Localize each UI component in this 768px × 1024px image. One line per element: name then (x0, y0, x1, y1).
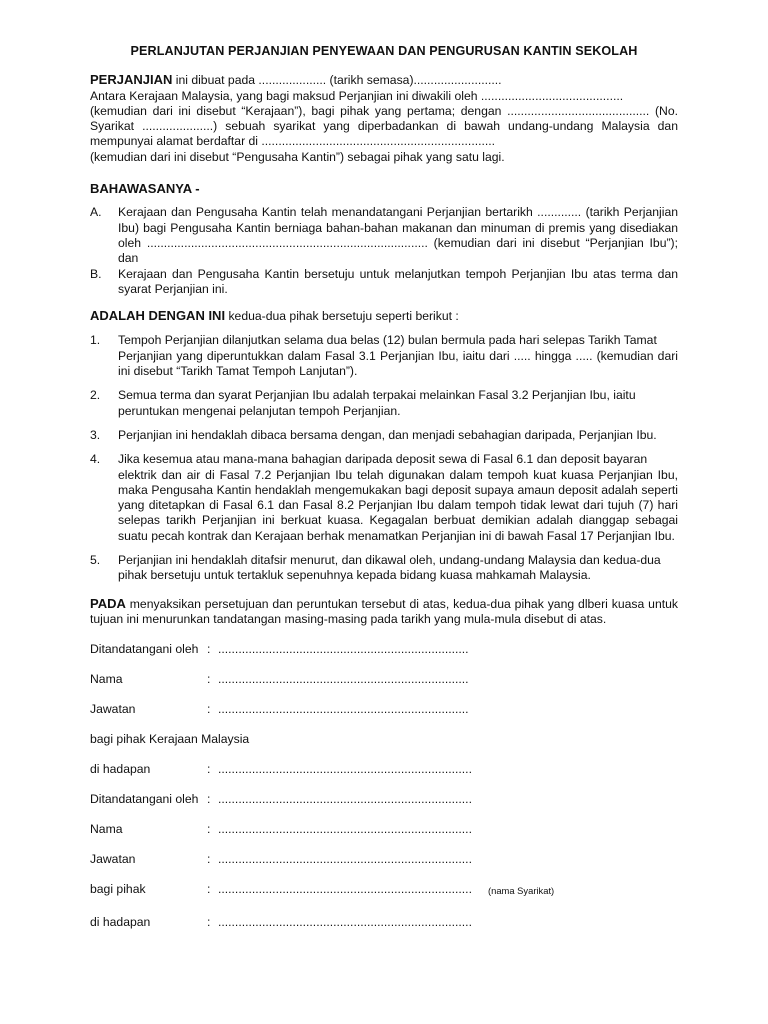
recital-b (90, 267, 678, 298)
pada-text: menyaksikan persetujuan dan peruntukan tersebut di atas, kedua-dua pihak yang dlberi kuasa untuk tujuan ini menurunkan tandatangan masing-masing pada tarikh yang mula-mula disebut di atas. (90, 596, 678, 626)
signature-line: ........................................................................... (218, 762, 472, 777)
agreement-document (90, 44, 678, 930)
recital-text: Kerajaan dan Pengusaha Kantin bersetuju untuk melanjutkan tempoh Perjanjian Ibu atas terma dan syarat Perjanjian ini. (118, 266, 678, 296)
signature-line: .......................................................................... (218, 672, 469, 687)
recital-marker: B. (90, 266, 102, 281)
intro-line-3: (kemudian dari ini disebut “Kerajaan”), bagi pihak yang pertama; dengan .......................................... (No. Syarikat .....................) sebuah syarikat yang diperbadankan di bawah undang-undang Malaysia dan mempunyai alamat berdaftar di ..................................................................... (90, 103, 678, 149)
recital-a (90, 205, 678, 266)
company-name-note: (nama Syarikat) (488, 885, 555, 897)
clause-2 (90, 388, 678, 419)
clause-first-line: Perjanjian ini hendaklah dibaca bersama dengan, dan menjadi sebahagian daripada, Perjanjian Ibu. (118, 427, 657, 442)
clause-continuation: Perjanjian yang diperuntukkan dalam Fasal 3.1 Perjanjian Ibu, iaitu dari ..... hingga ..... (kemudian dari ini disebut “Tarikh Tamat Tempoh Lanjutan”). (118, 348, 678, 379)
clause-1 (90, 333, 678, 379)
intro-lead: PERJANJIAN (90, 72, 173, 88)
signature-colon: : (207, 915, 211, 930)
signature-line: ........................................................................... (218, 822, 472, 837)
clause-first-line: Perjanjian ini hendaklah ditafsir menurut, dan dikawal oleh, undang-undang Malaysia dan kedua-dua (118, 553, 661, 568)
signature-row (90, 702, 678, 717)
signature-label: Ditandatangani oleh (90, 642, 199, 657)
clause-number: 4. (90, 452, 101, 467)
clause-number: 3. (90, 427, 101, 442)
clause-first-line: Jika kesemua atau mana-mana bahagian daripada deposit sewa di Fasal 6.1 dan deposit bayaran (118, 452, 648, 467)
recital-marker: A. (90, 205, 102, 220)
adalah-section (90, 308, 678, 324)
clause-4 (90, 452, 678, 544)
signature-label: Ditandatangani oleh (90, 792, 199, 807)
bahawasanya-section (90, 181, 678, 297)
clause-first-line: Semua terma dan syarat Perjanjian Ibu adalah terpakai melainkan Fasal 3.2 Perjanjian Ibu, iaitu (118, 388, 636, 403)
clause-3 (90, 428, 678, 443)
signature-label: Jawatan (90, 852, 136, 867)
clause-continuation: elektrik dan air di Fasal 7.2 Perjanjian Ibu telah digunakan dalam tempoh kuat kuasa Perjanjian Ibu, maka Pengusaha Kantin hendaklah mengemukakan bagi deposit supaya amaun deposit adalah seperti yang ditetapkan di Fasal 6.1 dan Fasal 8.2 Perjanjian Ibu dalam tempoh tidak lewat dari tujuh (7) hari selepas tarikh Perjanjian ini berkuat kuasa. Kegagalan berbuat demikian adalah dianggap sebagai suatu pecah kontrak dan Kerajaan berhak menamatkan Perjanjian ini di bawah Fasal 17 Perjanjian Ibu. (118, 467, 678, 543)
signature-label: Nama (90, 672, 123, 687)
signature-row (90, 915, 678, 930)
signature-row (90, 672, 678, 687)
document-title: PERLANJUTAN PERJANJIAN PENYEWAAN DAN PENGURUSAN KANTIN SEKOLAH (130, 44, 638, 58)
clause-number: 5. (90, 553, 101, 568)
signature-label: Jawatan (90, 702, 136, 717)
signature-colon: : (207, 882, 211, 897)
signature-colon: : (207, 792, 211, 807)
bahawasanya-lead: BAHAWASANYA - (90, 181, 200, 197)
intro-paragraph (90, 72, 678, 165)
signature-row (90, 792, 678, 807)
signature-row (90, 762, 678, 777)
signature-row (90, 882, 678, 897)
signature-label: di hadapan (90, 762, 151, 777)
bagi-pihak-kerajaan (90, 732, 678, 747)
pada-section (90, 596, 678, 628)
signature-label: Nama (90, 822, 123, 837)
adalah-text: kedua-dua pihak bersetuju seperti berikut : (225, 309, 459, 324)
signature-colon: : (207, 702, 211, 717)
intro-line-4: (kemudian dari ini disebut “Pengusaha Kantin”) sebagai pihak yang satu lagi. (90, 149, 505, 164)
signature-label: bagi pihak (90, 882, 146, 897)
signature-label: di hadapan (90, 915, 151, 930)
signature-line: .......................................................................... (218, 702, 469, 717)
clause-first-line: Tempoh Perjanjian dilanjutkan selama dua belas (12) bulan bermula pada hari selepas Tarikh Tamat (118, 333, 657, 348)
signature-colon: : (207, 852, 211, 867)
intro-line-2: Antara Kerajaan Malaysia, yang bagi maksud Perjanjian ini diwakili oleh .......................................... (90, 88, 624, 103)
signature-colon: : (207, 642, 211, 657)
signature-row (90, 642, 678, 657)
signature-block (90, 642, 678, 930)
clause-continuation: pihak bersetuju untuk tertakluk sepenuhnya kepada bidang kuasa mahkamah Malaysia. (118, 568, 591, 583)
signature-colon: : (207, 822, 211, 837)
signature-row (90, 852, 678, 867)
signature-line: .......................................................................... (218, 642, 469, 657)
signature-colon: : (207, 762, 211, 777)
clause-5 (90, 553, 678, 584)
clauses-list (90, 333, 678, 583)
clause-number: 2. (90, 388, 101, 403)
adalah-lead: ADALAH DENGAN INI (90, 308, 226, 324)
signature-line: ........................................................................... (218, 852, 472, 867)
clause-number: 1. (90, 333, 101, 348)
recital-text: Kerajaan dan Pengusaha Kantin telah menandatangani Perjanjian bertarikh ............. (tarikh Perjanjian Ibu) bagi Pengusaha Kantin berniaga bahan-bahan makanan dan minuman di premis yang disediakan oleh ................................................................................... (kemudian dari ini disebut “Perjanjian Ibu”); dan (118, 205, 678, 266)
intro-line-1: ini dibuat pada .................... (tarikh semasa).......................... (172, 73, 502, 88)
signature-row (90, 822, 678, 837)
pada-lead: PADA (90, 595, 126, 611)
clause-continuation: peruntukan mengenai pelanjutan tempoh Perjanjian. (118, 403, 401, 418)
signature-line: ........................................................................... (218, 882, 472, 897)
signature-colon: : (207, 672, 211, 687)
signature-line: ........................................................................... (218, 915, 472, 930)
signature-line: ........................................................................... (218, 792, 472, 807)
signature-label: bagi pihak Kerajaan Malaysia (90, 732, 250, 747)
